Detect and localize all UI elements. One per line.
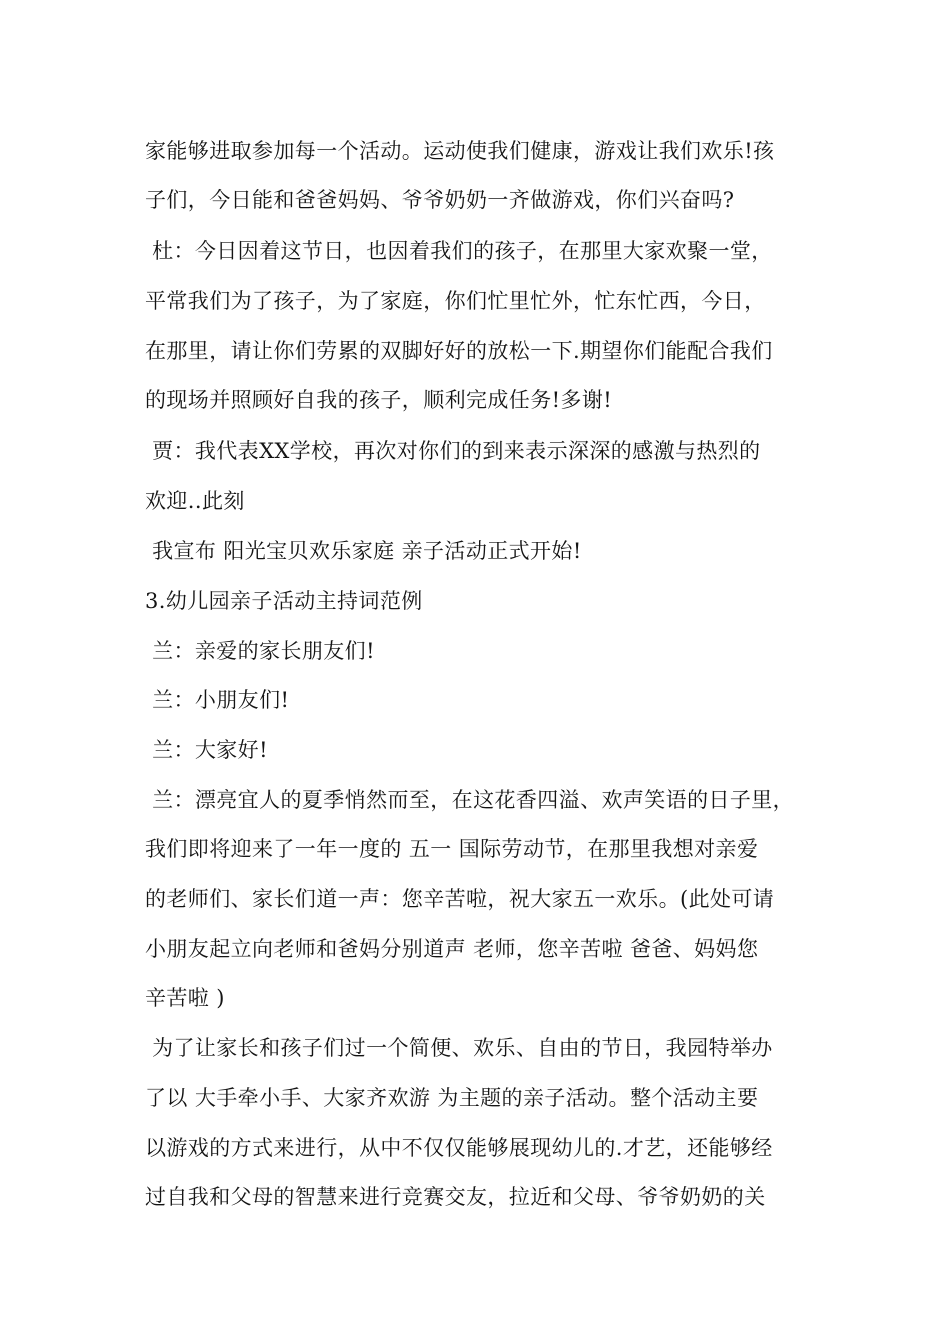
text-line: 的现场并照顾好自我的孩子，顺利完成任务!多谢! (145, 388, 613, 412)
text-line: 贾：我代表XX学校，再次对你们的到来表示深深的感激与热烈的 (145, 439, 761, 463)
text-line: 兰：漂亮宜人的夏季悄然而至，在这花香四溢、欢声笑语的日子里， (145, 788, 795, 812)
text-line: 为了让家长和孩子们过一个简便、欢乐、自由的节日，我园特举办 (145, 1036, 773, 1060)
text-line: 小朋友起立向老师和爸妈分别道声 老师，您辛苦啦 爸爸、妈妈您 (145, 937, 759, 961)
text-line: 了以 大手牵小手、大家齐欢游 为主题的亲子活动。整个活动主要 (145, 1086, 759, 1110)
section-heading: 3.幼儿园亲子活动主持词范例 (145, 589, 423, 613)
text-line: 平常我们为了孩子，为了家庭，你们忙里忙外，忙东忙西，今日， (145, 289, 766, 313)
text-line: 家能够进取参加每一个活动。运动使我们健康，游戏让我们欢乐!孩 (145, 139, 775, 163)
text-line: 我宣布 阳光宝贝欢乐家庭 亲子活动正式开始! (145, 539, 582, 563)
text-line: 兰：小朋友们! (145, 688, 290, 712)
text-line: 在那里，请让你们劳累的双脚好好的放松一下.期望你们能配合我们 (145, 339, 773, 363)
text-line: 兰：亲爱的家长朋友们! (145, 639, 375, 663)
text-line: 我们即将迎来了一年一度的 五一 国际劳动节，在那里我想对亲爱 (145, 837, 759, 861)
text-line: 杜：今日因着这节日，也因着我们的孩子，在那里大家欢聚一堂， (145, 239, 773, 263)
text-line: 辛苦啦 ) (145, 986, 225, 1010)
text-line: 子们，今日能和爸爸妈妈、爷爷奶奶一齐做游戏，你们兴奋吗? (145, 188, 735, 212)
text-line: 欢迎..此刻 (145, 489, 245, 513)
text-line: 以游戏的方式来进行，从中不仅仅能够展现幼儿的.才艺，还能够经 (145, 1136, 773, 1160)
text-line: 过自我和父母的智慧来进行竞赛交友，拉近和父母、爷爷奶奶的关 (145, 1185, 766, 1209)
text-line: 兰：大家好! (145, 738, 268, 762)
text-line: 的老师们、家长们道一声：您辛苦啦，祝大家五一欢乐。(此处可请 (145, 887, 775, 911)
